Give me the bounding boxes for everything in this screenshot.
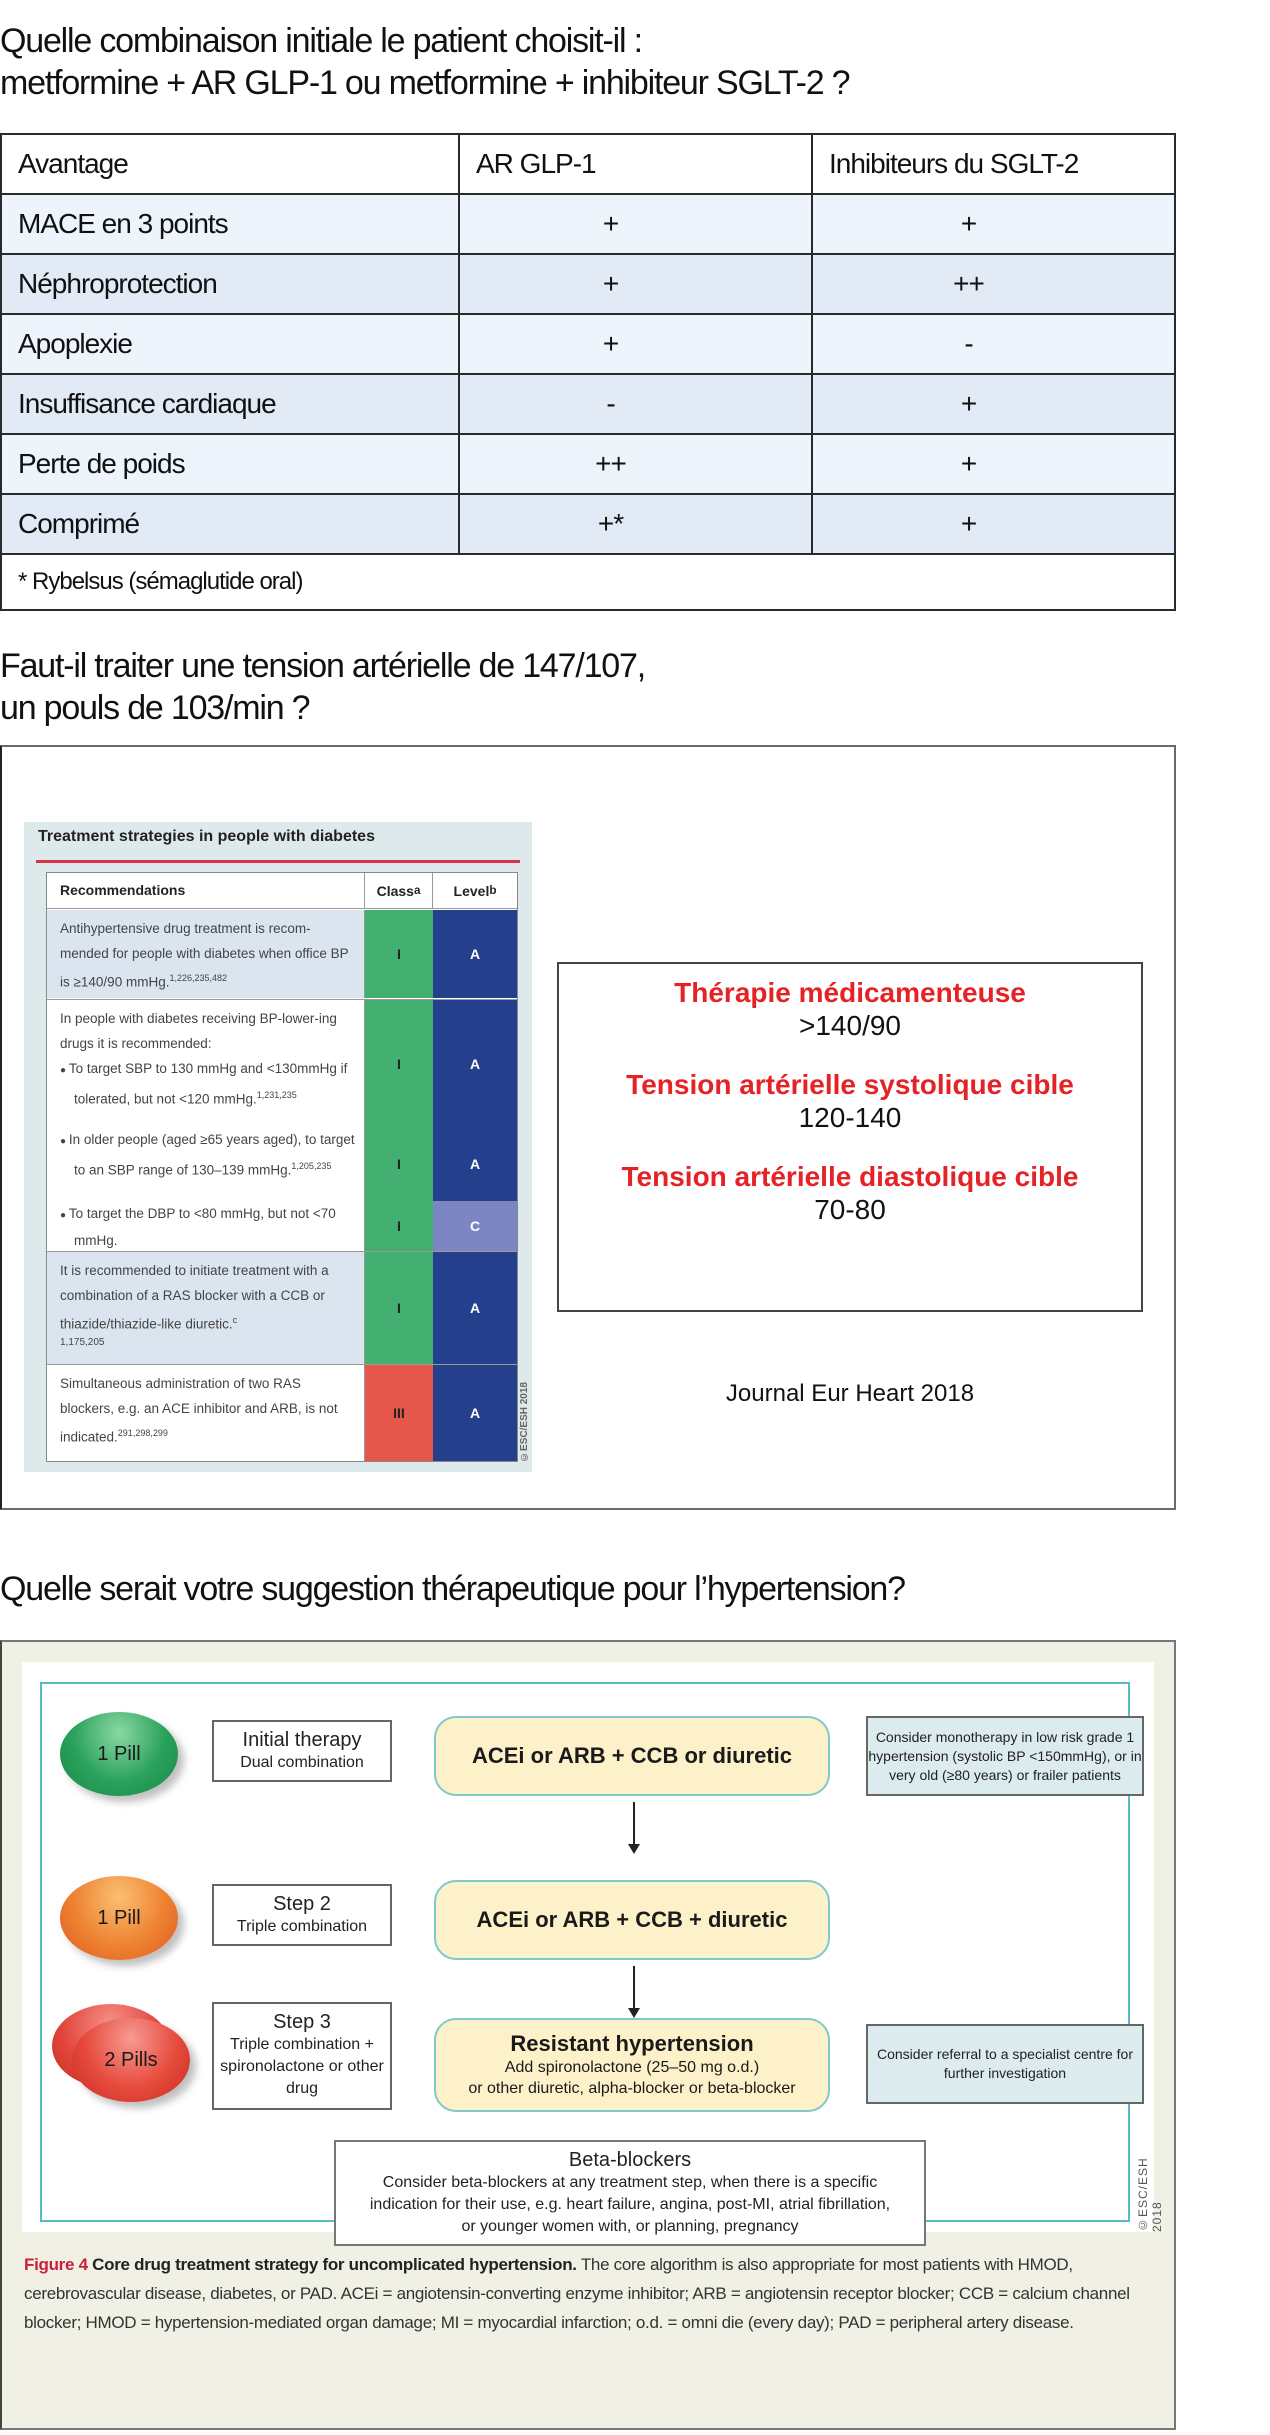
drug-box-triple — [434, 1880, 830, 1960]
question-1-line-1: Quelle combinaison initiale le patient choisit-il : — [0, 22, 642, 60]
recommendation-body: Antihypertensive drug treatment is recom-mended for people with diabetes when office BP is ≥140/90 mmHg. — [60, 921, 349, 990]
reference-numbers: 1,231,235 — [256, 1090, 297, 1100]
comparison-table — [0, 133, 1176, 611]
esc-row — [47, 1251, 517, 1364]
source-citation: Journal Eur Heart 2018 — [725, 1380, 975, 1407]
class-cell: I — [365, 1000, 433, 1127]
algorithm-copyright: ©ESC/ESH 2018 — [1136, 2157, 1164, 2232]
drug-box-resistant — [434, 2018, 830, 2112]
recommendation-body: To target SBP to 130 mmHg and <130mmHg if tolerated, but not <120 mmHg. — [68, 1061, 348, 1107]
diastolic-label: Tension artérielle diastolique cible — [621, 1161, 1079, 1192]
drug-title: ACEi or ARB + CCB + diuretic — [476, 1907, 788, 1932]
question-2-line-2: un pouls de 103/min ? — [0, 689, 310, 727]
systolic-label: Tension artérielle systolique cible — [626, 1069, 1074, 1100]
glp1-value: ++ — [459, 434, 812, 494]
algorithm-figure — [22, 1662, 1164, 2235]
recommendation-body: It is recommended to initiate treatment with a combination of a RAS blocker with a CCB or thiazide/thiazide-like diuretic. — [60, 1263, 329, 1332]
sglt2-value: - — [812, 314, 1175, 374]
therapy-label: Thérapie médicamenteuse — [674, 977, 1026, 1008]
class-header-label: Class — [376, 882, 414, 899]
header-cell: AR GLP-1 — [459, 134, 812, 194]
systolic-value: 120-140 — [798, 1102, 902, 1133]
diastolic-value: 70-80 — [814, 1194, 886, 1225]
class-cell: I — [365, 1201, 433, 1251]
sglt2-value: + — [812, 494, 1175, 554]
table-row — [1, 194, 1175, 254]
recommendation-text — [47, 1201, 365, 1251]
glp1-value: + — [459, 194, 812, 254]
esc-grid — [46, 872, 518, 1462]
recommendation-body: Simultaneous administration of two RAS blockers, e.g. an ACE inhibitor and ARB, is not indicated. — [60, 1376, 338, 1445]
class-cell: I — [365, 910, 433, 998]
beta-blockers-text: or younger women with, or planning, pregnancy — [461, 2218, 799, 2235]
step-subtitle: Triple combination + spironolactone or other drug — [220, 2036, 384, 2097]
reference-numbers: 1,205,235 — [291, 1161, 332, 1171]
caption-title: Core drug treatment strategy for uncomplicated hypertension. — [92, 2255, 577, 2274]
glp1-value: +* — [459, 494, 812, 554]
question-1-line-2: metformine + AR GLP-1 ou metformine + inhibiteur SGLT-2 ? — [0, 64, 850, 102]
level-cell: A — [433, 1000, 517, 1127]
table-footnote-row — [1, 554, 1175, 610]
note-referral: Consider referral to a specialist centre for further investigation — [866, 2024, 1144, 2104]
algorithm-frame — [40, 1682, 1142, 2235]
therapy-value: >140/90 — [799, 1010, 901, 1041]
step-subtitle: Dual combination — [240, 1754, 364, 1771]
footnote-marker: c — [232, 1315, 238, 1325]
table-header-row — [1, 134, 1175, 194]
reference-numbers: 1,175,205 — [60, 1336, 105, 1348]
esc-recommendation-table — [24, 822, 532, 1472]
recommendation-text — [47, 1365, 365, 1461]
arrow-down-icon — [633, 1802, 635, 1852]
sglt2-value: + — [812, 374, 1175, 434]
caption-text: The core algorithm is also appropriate for most patients with HMOD, cerebrovascular disease, diabetes, or PAD. ACEi = angiotensin-converting enzyme inhibitor; ARB = angiotensin receptor blocker; CCB = calcium channel blocker; HMOD = hypertension-mediated organ damage; MI = myocardial infarction; o.d. = omni die (every day); PAD = peripheral artery disease. — [24, 2255, 1130, 2332]
glp1-value: + — [459, 314, 812, 374]
step-title: Step 2 — [273, 1893, 331, 1915]
table-row — [1, 254, 1175, 314]
row-label: Perte de poids — [1, 434, 459, 494]
pill-icon-green — [60, 1712, 178, 1796]
table-row — [1, 374, 1175, 434]
recommendation-text — [47, 1127, 365, 1201]
esc-table-title: Treatment strategies in people with diabetes — [38, 828, 375, 845]
pill-label: 2 Pills — [104, 2048, 158, 2071]
esc-row — [47, 1127, 517, 1201]
step-box-step3 — [212, 2002, 392, 2110]
recommendation-intro: In people with diabetes receiving BP-lower-ing drugs it is recommended: — [60, 1011, 337, 1051]
pill-icon-red — [72, 2018, 190, 2102]
esc-row — [47, 910, 517, 998]
recommendation-bullet — [60, 1056, 358, 1112]
esc-copyright: ©ESC/ESH 2018 — [519, 1382, 530, 1462]
beta-blockers-title: Beta-blockers — [568, 2149, 692, 2171]
sglt2-value: + — [812, 194, 1175, 254]
esc-header-row — [47, 873, 517, 909]
figure-caption — [24, 2250, 1158, 2337]
recommendation-text — [47, 1000, 365, 1127]
divider — [36, 860, 520, 863]
question-2-title — [0, 645, 645, 729]
esc-row — [47, 1201, 517, 1251]
beta-blockers-text: indication for their use, e.g. heart failure, angina, post-MI, atrial fibrillation, — [369, 2196, 891, 2213]
drug-title: Resistant hypertension — [510, 2031, 754, 2056]
reference-numbers: 291,298,299 — [117, 1428, 168, 1438]
row-label: Insuffisance cardiaque — [1, 374, 459, 434]
sglt2-value: + — [812, 434, 1175, 494]
arrow-down-icon — [633, 1966, 635, 2016]
recommendation-text — [47, 910, 365, 998]
step-box-step2 — [212, 1884, 392, 1946]
figure-number: Figure 4 — [24, 2255, 88, 2274]
table-footnote: * Rybelsus (sémaglutide oral) — [1, 554, 1175, 610]
esc-row — [47, 1364, 517, 1461]
table-row — [1, 314, 1175, 374]
pill-label: 1 Pill — [97, 1742, 141, 1765]
header-cell: Inhibiteurs du SGLT-2 — [812, 134, 1175, 194]
reference-numbers: 1,226,235,482 — [169, 973, 228, 983]
class-cell: I — [365, 1127, 433, 1201]
drug-subtitle: or other diuretic, alpha-blocker or beta-blocker — [468, 2080, 796, 2097]
recommendation-bullet: ● To target the DBP to <80 mmHg, but not <70 mmHg. — [60, 1201, 358, 1253]
drug-subtitle: Add spironolactone (25–50 mg o.d.) — [504, 2059, 760, 2076]
beta-blockers-box — [334, 2140, 926, 2246]
class-cell: III — [365, 1365, 433, 1461]
pill-icon-orange — [60, 1876, 178, 1960]
recommendations-header: Recommendations — [47, 873, 365, 908]
step-subtitle: Triple combination — [236, 1918, 368, 1935]
hypertension-algorithm-panel — [0, 1640, 1176, 2430]
header-cell: Avantage — [1, 134, 459, 194]
row-label: Néphroprotection — [1, 254, 459, 314]
recommendation-body: In older people (aged ≥65 years aged), to target to an SBP range of 130–139 mmHg. — [68, 1132, 355, 1178]
question-1-title — [0, 20, 849, 104]
question-2-line-1: Faut-il traiter une tension artérielle de 147/107, — [0, 647, 645, 685]
question-3-title: Quelle serait votre suggestion thérapeutique pour l’hypertension? — [0, 1570, 905, 1608]
level-cell: A — [433, 1252, 517, 1364]
note-monotherapy: Consider monotherapy in low risk grade 1 hypertension (systolic BP <150mmHg), or in very old (≥80 years) or frailer patients — [866, 1716, 1144, 1796]
level-cell: A — [433, 1365, 517, 1461]
esc-row — [47, 999, 517, 1127]
row-label: Comprimé — [1, 494, 459, 554]
step-box-initial — [212, 1720, 392, 1782]
bp-guideline-panel — [0, 745, 1176, 1510]
recommendation-bullet — [60, 1127, 358, 1183]
level-header — [433, 873, 517, 908]
level-header-sup: b — [489, 884, 497, 897]
glp1-value: + — [459, 254, 812, 314]
glp1-value: - — [459, 374, 812, 434]
table-row — [1, 494, 1175, 554]
row-label: Apoplexie — [1, 314, 459, 374]
bp-targets-box — [557, 962, 1143, 1312]
recommendation-text — [47, 1252, 365, 1364]
class-header — [365, 873, 433, 908]
pill-label: 1 Pill — [97, 1906, 141, 1929]
row-label: MACE en 3 points — [1, 194, 459, 254]
level-cell: A — [433, 1127, 517, 1201]
drug-title: ACEi or ARB + CCB or diuretic — [471, 1743, 793, 1768]
class-cell: I — [365, 1252, 433, 1364]
step-title: Initial therapy — [242, 1729, 362, 1751]
level-cell: A — [433, 910, 517, 998]
level-cell: C — [433, 1201, 517, 1251]
table-row — [1, 434, 1175, 494]
level-header-label: Level — [453, 882, 490, 899]
step-title: Step 3 — [273, 2011, 331, 2033]
class-header-sup: a — [413, 884, 421, 897]
drug-box-dual — [434, 1716, 830, 1796]
beta-blockers-text: Consider beta-blockers at any treatment step, when there is a specific — [382, 2174, 878, 2191]
sglt2-value: ++ — [812, 254, 1175, 314]
